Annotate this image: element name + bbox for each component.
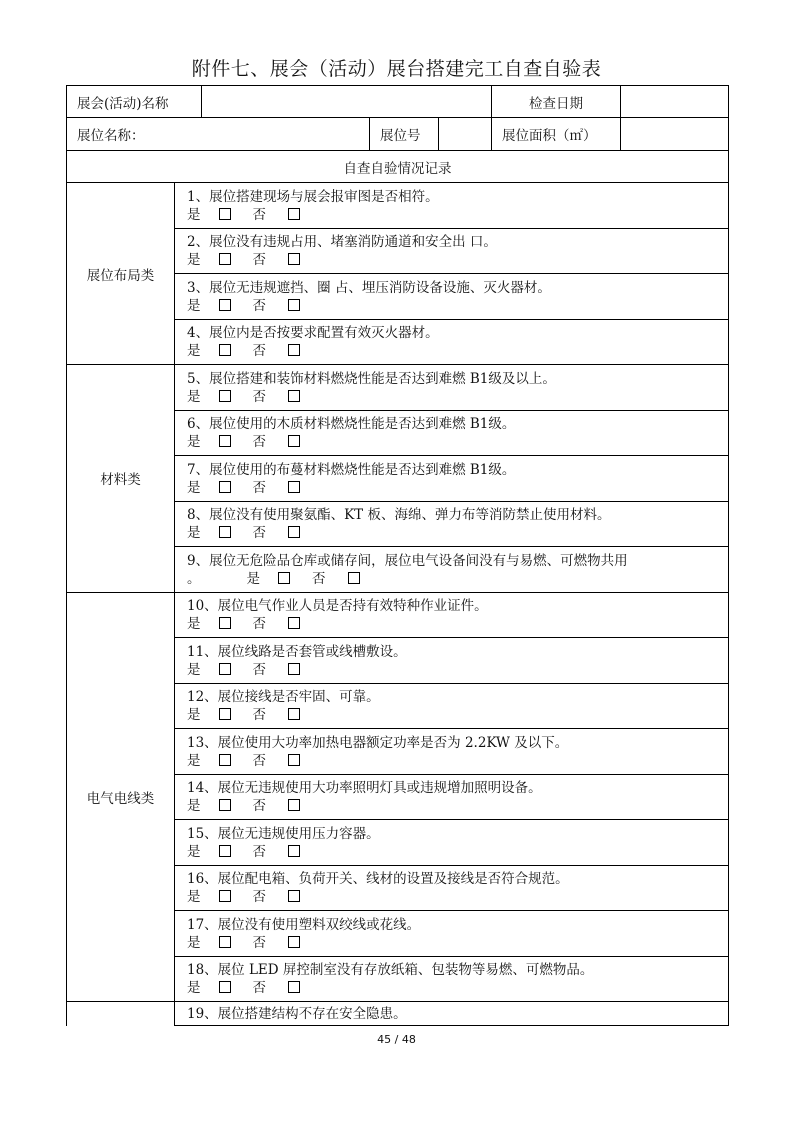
- yes-no-answer: [187, 797, 728, 815]
- checklist-item: [175, 592, 729, 638]
- yes-checkbox[interactable]: [219, 299, 231, 311]
- checklist-item: [175, 774, 729, 820]
- item-text: 17、展位没有使用塑料双绞线或花线。: [187, 916, 421, 933]
- yes-checkbox[interactable]: [219, 208, 231, 220]
- no-label: 否: [312, 570, 326, 587]
- yes-label: 是: [187, 525, 201, 542]
- no-label: 否: [252, 252, 266, 269]
- no-label: 否: [252, 525, 266, 542]
- item-text: 2、展位没有违规占用、堵塞消防通道和安全出 口。: [187, 234, 497, 251]
- no-checkbox[interactable]: [288, 663, 300, 675]
- item-text: 7、展位使用的布蔓材料燃烧性能是否达到难燃 B1级。: [187, 461, 516, 478]
- no-label: 否: [252, 843, 266, 860]
- item-text: 18、展位 LED 屏控制室没有存放纸箱、包装物等易燃、可燃物品。: [187, 962, 594, 979]
- answer-prefix: 。: [187, 570, 201, 587]
- no-checkbox[interactable]: [288, 799, 300, 811]
- no-checkbox[interactable]: [288, 481, 300, 493]
- checklist-item: [175, 865, 729, 911]
- checklist-row: [67, 1002, 729, 1026]
- yes-checkbox[interactable]: [219, 526, 231, 538]
- no-checkbox[interactable]: [288, 253, 300, 265]
- yes-checkbox[interactable]: [219, 390, 231, 402]
- item-text: 6、展位使用的木质材料燃烧性能是否达到难燃 B1级。: [187, 416, 516, 433]
- item-text: 19、展位搭建结构不存在安全隐患。: [187, 1006, 407, 1022]
- item-text: 10、展位电气作业人员是否持有效特种作业证件。: [187, 598, 488, 615]
- checklist-item: [175, 1002, 729, 1026]
- yes-checkbox[interactable]: [219, 754, 231, 766]
- yes-no-answer: [187, 570, 728, 588]
- booth-area-label: 展位面积（㎡）: [492, 118, 621, 151]
- check-date-field[interactable]: [621, 86, 729, 118]
- yes-checkbox[interactable]: [219, 663, 231, 675]
- no-label: 否: [252, 661, 266, 678]
- yes-label: 是: [187, 980, 201, 997]
- yes-label: 是: [187, 616, 201, 633]
- checklist-item: [175, 183, 729, 229]
- item-text: 1、展位搭建现场与展会报审图是否相符。: [187, 188, 439, 205]
- yes-label: 是: [187, 934, 201, 951]
- booth-name-label: 展位名称：: [67, 118, 370, 151]
- no-label: 否: [252, 798, 266, 815]
- yes-label: 是: [187, 388, 201, 405]
- checklist-item: [175, 501, 729, 547]
- no-label: 否: [252, 434, 266, 451]
- item-text: 13、展位使用大功率加热电器额定功率是否为 2.2KW 及以下。: [187, 734, 569, 751]
- yes-no-answer: [187, 342, 728, 360]
- item-text: 11、展位线路是否套管或线槽敷设。: [187, 643, 407, 660]
- section-title-row: [67, 151, 729, 183]
- no-checkbox[interactable]: [288, 299, 300, 311]
- no-checkbox[interactable]: [288, 390, 300, 402]
- item-text: 8、展位没有使用聚氨酯、KT 板、海绵、弹力布等消防禁止使用材料。: [187, 507, 611, 524]
- yes-no-answer: [187, 206, 728, 224]
- yes-label: 是: [187, 434, 201, 451]
- yes-label: 是: [187, 843, 201, 860]
- no-checkbox[interactable]: [288, 890, 300, 902]
- item-text: 5、展位搭建和装饰材料燃烧性能是否达到难燃 B1级及以上。: [187, 370, 556, 387]
- no-label: 否: [252, 616, 266, 633]
- yes-no-answer: [187, 251, 728, 269]
- yes-no-answer: [187, 615, 728, 633]
- checklist-row: [67, 365, 729, 411]
- yes-no-answer: [187, 979, 728, 997]
- no-checkbox[interactable]: [288, 617, 300, 629]
- yes-label: 是: [187, 707, 201, 724]
- yes-label: 是: [187, 479, 201, 496]
- item-text: 3、展位无违规遮挡、圈 占、埋压消防设备设施、灭火器材。: [187, 279, 551, 296]
- header-row-booth: [67, 118, 729, 151]
- yes-label: 是: [187, 343, 201, 360]
- item-text: 14、展位无违规使用大功率照明灯具或违规增加照明设备。: [187, 780, 542, 797]
- page-number: 45 / 48: [377, 1033, 416, 1046]
- no-checkbox[interactable]: [288, 981, 300, 993]
- yes-label: 是: [187, 889, 201, 906]
- no-checkbox[interactable]: [348, 572, 360, 584]
- category-label: 电气电线类: [67, 592, 175, 1002]
- checklist-row: [67, 592, 729, 638]
- no-checkbox[interactable]: [288, 708, 300, 720]
- no-checkbox[interactable]: [288, 526, 300, 538]
- no-label: 否: [252, 980, 266, 997]
- yes-label: 是: [187, 206, 201, 223]
- yes-checkbox[interactable]: [219, 481, 231, 493]
- yes-checkbox[interactable]: [278, 572, 290, 584]
- yes-label: 是: [187, 297, 201, 314]
- checklist-item: [175, 911, 729, 957]
- checklist-item: [175, 638, 729, 684]
- category-label: 材料类: [67, 365, 175, 593]
- yes-label: 是: [187, 252, 201, 269]
- yes-no-answer: [187, 297, 728, 315]
- yes-checkbox[interactable]: [219, 799, 231, 811]
- checklist-item: [175, 456, 729, 502]
- yes-checkbox[interactable]: [219, 253, 231, 265]
- no-label: 否: [252, 388, 266, 405]
- checklist-item: [175, 228, 729, 274]
- checklist-item: [175, 410, 729, 456]
- yes-checkbox[interactable]: [219, 344, 231, 356]
- no-checkbox[interactable]: [288, 754, 300, 766]
- yes-checkbox[interactable]: [219, 936, 231, 948]
- yes-no-answer: [187, 843, 728, 861]
- item-text: 16、展位配电箱、负荷开关、线材的设置及接线是否符合规范。: [187, 871, 569, 888]
- checklist-item: [175, 365, 729, 411]
- yes-checkbox[interactable]: [219, 981, 231, 993]
- no-checkbox[interactable]: [288, 936, 300, 948]
- yes-label: 是: [187, 661, 201, 678]
- checklist-item: [175, 274, 729, 320]
- yes-no-answer: [187, 752, 728, 770]
- no-label: 否: [252, 206, 266, 223]
- checklist-item: [175, 547, 729, 593]
- yes-checkbox[interactable]: [219, 435, 231, 447]
- checklist-row: [67, 183, 729, 229]
- checklist-item: [175, 956, 729, 1002]
- item-text: 4、展位内是否按要求配置有效灭火器材。: [187, 325, 439, 342]
- category-label: 展位布局类: [67, 183, 175, 365]
- no-label: 否: [252, 297, 266, 314]
- event-name-label: 展会(活动)名称: [67, 86, 202, 118]
- yes-no-answer: [187, 524, 728, 542]
- no-checkbox[interactable]: [288, 435, 300, 447]
- category-label: [67, 1002, 175, 1026]
- booth-no-label: 展位号: [370, 118, 439, 151]
- no-checkbox[interactable]: [288, 344, 300, 356]
- item-text: 9、展位无危险品仓库或储存间，展位电气设备间没有与易燃、可燃物共用: [187, 552, 628, 569]
- checklist-item: [175, 729, 729, 775]
- no-checkbox[interactable]: [288, 208, 300, 220]
- yes-label: 是: [187, 752, 201, 769]
- yes-label: 是: [246, 570, 260, 587]
- no-label: 否: [252, 934, 266, 951]
- checklist-item: [175, 820, 729, 866]
- item-text: 15、展位无违规使用压力容器。: [187, 825, 380, 842]
- checklist-item: [175, 683, 729, 729]
- yes-label: 是: [187, 798, 201, 815]
- yes-checkbox[interactable]: [219, 708, 231, 720]
- no-label: 否: [252, 752, 266, 769]
- yes-no-answer: [187, 706, 728, 724]
- no-checkbox[interactable]: [288, 845, 300, 857]
- header-row-event: [67, 86, 729, 118]
- yes-no-answer: [187, 661, 728, 679]
- checklist-item: [175, 319, 729, 365]
- yes-checkbox[interactable]: [219, 890, 231, 902]
- event-name-field[interactable]: [202, 86, 492, 118]
- no-label: 否: [252, 479, 266, 496]
- yes-checkbox[interactable]: [219, 617, 231, 629]
- section-title: 自查自验情况记录: [67, 151, 729, 183]
- yes-no-answer: [187, 888, 728, 906]
- no-label: 否: [252, 343, 266, 360]
- yes-no-answer: [187, 388, 728, 406]
- check-date-label: 检查日期: [492, 86, 621, 118]
- booth-area-field[interactable]: [621, 118, 729, 151]
- self-inspection-table: [66, 85, 729, 1026]
- item-text: 12、展位接线是否牢固、可靠。: [187, 689, 380, 706]
- yes-no-answer: [187, 433, 728, 451]
- no-label: 否: [252, 707, 266, 724]
- yes-no-answer: [187, 479, 728, 497]
- form-title: 附件七、展会（活动）展台搭建完工自查自验表: [191, 58, 602, 80]
- yes-checkbox[interactable]: [219, 845, 231, 857]
- yes-no-answer: [187, 934, 728, 952]
- booth-no-field[interactable]: [439, 118, 492, 151]
- no-label: 否: [252, 889, 266, 906]
